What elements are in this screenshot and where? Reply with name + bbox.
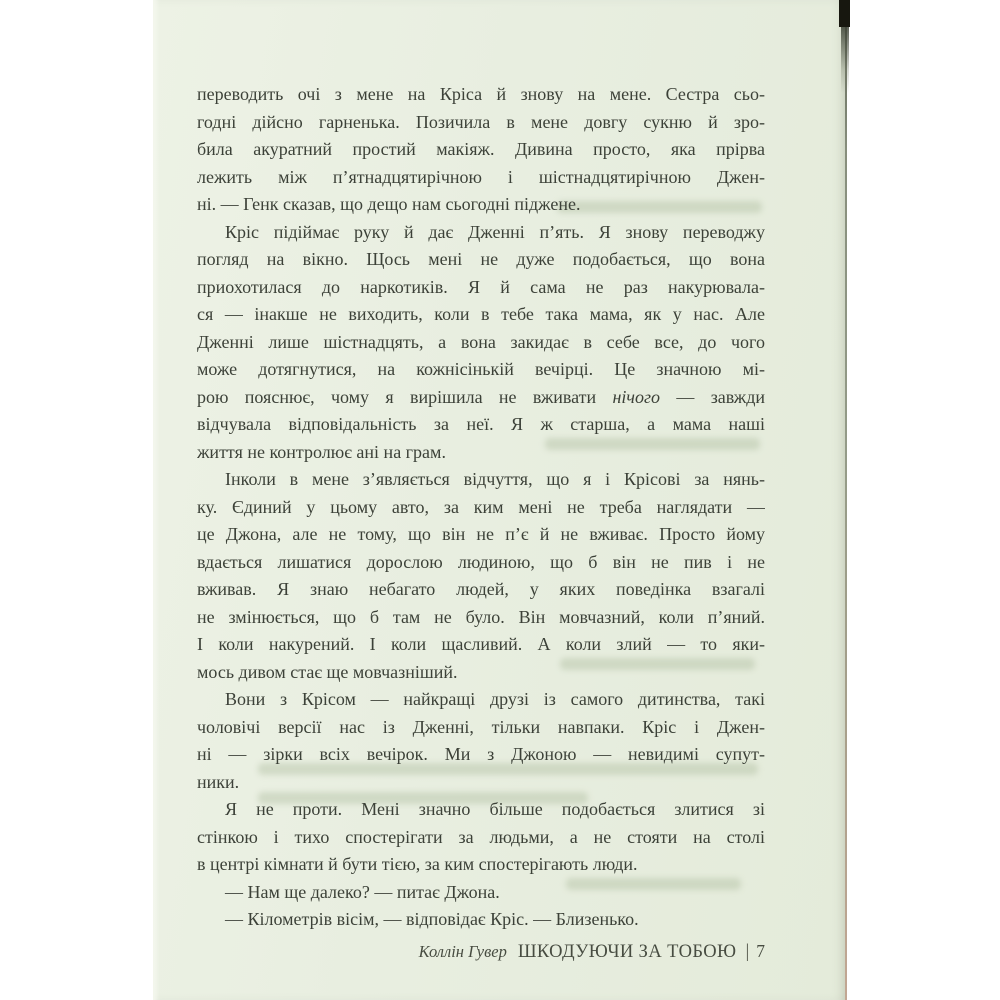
text-line: ся — інакше не виходить, коли в тебе така мама, як у нас. Але <box>197 304 765 324</box>
text-line: чоловічі версії нас із Дженні, тільки навпаки. Кріс і Джен- <box>197 716 765 737</box>
text-line: І коли накурений. І коли щасливий. А коли злий — то яки- <box>197 634 765 654</box>
text-line: приохотилася до наркотиків. Я й сама не раз накурювала- <box>197 276 765 297</box>
dialogue-line: — Нам ще далеко? — питає Джона. <box>225 881 500 902</box>
footer-separator: | <box>745 941 750 962</box>
page-edge-shadow <box>841 27 849 93</box>
text-line: життя не контролює ані на грам. <box>197 441 446 462</box>
footer-book-title: ШКОДУЮЧИ ЗА ТОБОЮ <box>517 942 737 962</box>
text-line: била акуратний простий макіяж. Дивина просто, яка прірва <box>197 139 765 159</box>
text-line: годні дійсно гарненька. Позичила в мене довгу сукню й зро- <box>197 111 765 132</box>
text-line: Вони з Крісом — найкращі друзі із самого дитинства, такі <box>225 689 765 709</box>
text-line: може дотягнутися, на кожнісінькій вечірці. Це значною мі- <box>197 359 765 379</box>
text-line: ні — зірки всіх вечірок. Ми з Джоною — невидимі супут- <box>197 744 765 764</box>
text-line: не змінюється, що б там не було. Він мовчазний, коли п’яний. <box>197 606 765 627</box>
text-line: це Джона, але не тому, що він не п’є й не вживає. Просто йому <box>197 524 765 544</box>
text-line: погляд на вікно. Щось мені не дуже подобається, що вона <box>197 249 765 269</box>
text-segment: — завжди <box>660 386 765 407</box>
background-dark-edge <box>839 0 850 27</box>
footer-author-name: Коллін Гувер <box>418 942 507 961</box>
body-text <box>197 81 765 934</box>
footer-page-number: 7 <box>756 941 765 961</box>
text-line: Інколи в мене з’являється відчуття, що я і Крісові за нянь- <box>225 469 765 489</box>
text-line: переводить очі з мене на Кріса й знову на мене. Сестра сьо- <box>197 84 765 104</box>
text-line: стінкою і тихо спостерігати за людьми, а не стояти на столі <box>197 826 765 847</box>
text-line: вживав. Я знаю небагато людей, у яких поведінка взагалі <box>197 579 765 599</box>
text-line: мось дивом стає ще мовчазніший. <box>197 661 458 682</box>
text-segment: рою пояснює, чому я вирішила не вживати <box>197 386 613 407</box>
text-line: ні. — Генк сказав, що дещо нам сьогодні піджене. <box>197 194 581 214</box>
running-footer <box>197 941 765 963</box>
text-line: ку. Єдиний у цьому авто, за ким мені не треба наглядати — <box>197 496 765 517</box>
text-line: відчувала відповідальність за неї. Я ж старша, а мама наші <box>197 414 765 434</box>
text-line: лежить між п’ятнадцятирічною і шістнадцятирічною Джен- <box>197 166 765 187</box>
text-line: вдається лишатися дорослою людиною, що б він не пив і не <box>197 551 765 572</box>
dialogue-line: — Кілометрів вісім, — відповідає Кріс. — Близенько. <box>225 909 639 929</box>
text-line: в центрі кімнати й бути тією, за ким спостерігають люди. <box>197 854 638 874</box>
text-line: ники. <box>197 771 240 792</box>
text-line <box>197 384 765 412</box>
text-line: Кріс підіймає руку й дає Дженні п’ять. Я знову переводжу <box>225 221 765 242</box>
text-line: Дженні лише шістнадцять, а вона закидає в себе все, до чого <box>197 331 765 352</box>
italic-word: нічого <box>612 386 661 407</box>
text-line: Я не проти. Мені значно більше подобається злитися зі <box>225 799 765 819</box>
